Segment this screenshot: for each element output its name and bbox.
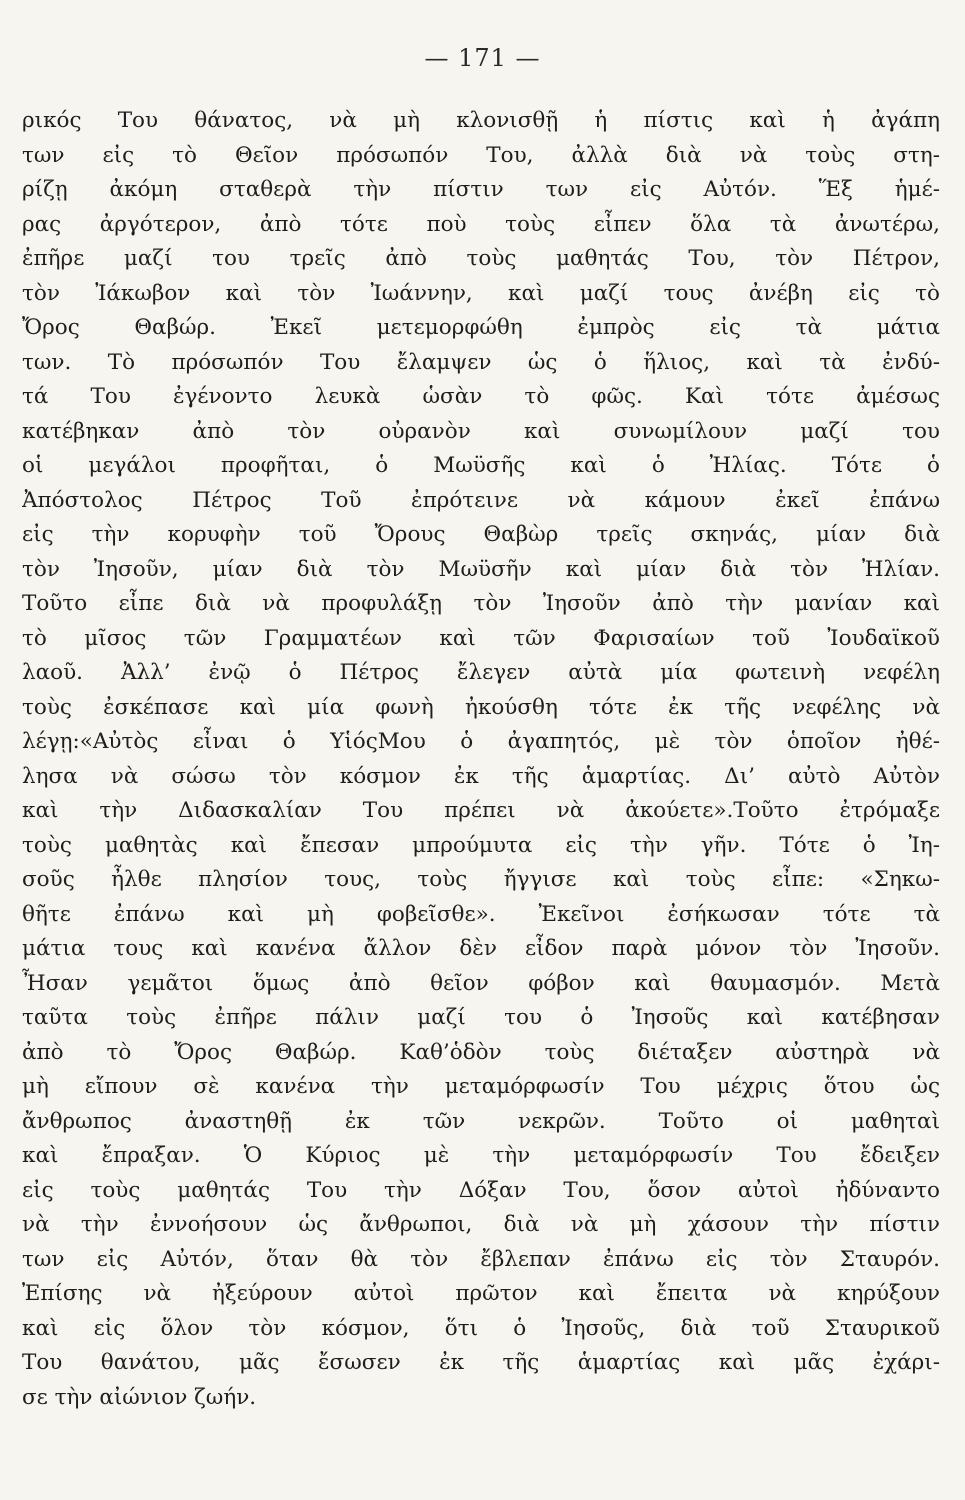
text-line: ρίζῃ ἀκόμη σταθερὰ τὴν πίστιν των εἰς Αὐτόν. Ἕξ ἡμέ- [22, 177, 940, 202]
text-line: Τοῦτο εἶπε διὰ νὰ προφυλάξῃ τὸν Ἰησοῦν ἀπὸ τὴν μανίαν καὶ [22, 591, 940, 616]
text-line: κατέβηκαν ἀπὸ τὸν οὐρανὸν καὶ συνωμίλουν μαζί του [22, 418, 940, 444]
text-line: ἄνθρωπος ἀναστηθῇ ἐκ τῶν νεκρῶν. Τοῦτο οἱ μαθηταὶ [22, 1108, 940, 1134]
text-line: τοὺς ἐσκέπασε καὶ μία φωνὴ ἠκούσθη τότε ἐκ τῆς νεφέλης νὰ [22, 694, 940, 720]
text-line: Ἦσαν γεμᾶτοι ὅμως ἀπὸ θεῖον φόβον καὶ θαυμασμόν. Μετὰ [22, 970, 940, 996]
text-line: εἰς τὴν κορυφὴν τοῦ Ὄρους Θαβὼρ τρεῖς σκηνάς, μίαν διὰ [22, 522, 940, 547]
text-line: ἀπὸ τὸ Ὄρος Θαβώρ. Καθ’ὁδὸν τοὺς διέταξεν αὐστηρὰ νὰ [22, 1039, 940, 1065]
text-line: των εἰς Αὐτόν, ὅταν θὰ τὸν ἔβλεπαν ἐπάνω εἰς τὸν Σταυρόν. [22, 1246, 940, 1272]
text-line: ἐπῆρε μαζί του τρεῖς ἀπὸ τοὺς μαθητάς Του, τὸν Πέτρον, [22, 246, 940, 271]
text-line: καὶ τὴν Διδασκαλίαν Του πρέπει νὰ ἀκούετε».Τοῦτο ἐτρόμαξε [22, 798, 940, 823]
text-line: τά Του ἐγένοντο λευκὰ ὡσὰν τὸ φῶς. Καὶ τότε ἀμέσως [22, 384, 940, 409]
text-line: τὸν Ἰησοῦν, μίαν διὰ τὸν Μωϋσῆν καὶ μίαν διὰ τὸν Ἠλίαν. [22, 556, 940, 582]
text-line: λησα νὰ σώσω τὸν κόσμον ἐκ τῆς ἁμαρτίας. Δι’ αὐτὸ Αὐτὸν [22, 763, 940, 789]
text-line: τὸ μῖσος τῶν Γραμματέων καὶ τῶν Φαρισαίων τοῦ Ἰουδαϊκοῦ [22, 625, 940, 651]
text-line: των. Τὸ πρόσωπόν Του ἔλαμψεν ὡς ὁ ἥλιος, καὶ τὰ ἐνδύ- [22, 349, 940, 375]
text-line: Του θανάτου, μᾶς ἔσωσεν ἐκ τῆς ἁμαρτίας καὶ μᾶς ἐχάρι- [22, 1350, 940, 1375]
text-line: λαοῦ. Ἀλλ’ ἐνῷ ὁ Πέτρος ἔλεγεν αὐτὰ μία φωτεινὴ νεφέλη [22, 660, 940, 685]
text-line: οἱ μεγάλοι προφῆται, ὁ Μωϋσῆς καὶ ὁ Ἠλίας. Τότε ὁ [22, 453, 940, 478]
text-line: νὰ τὴν ἐννοήσουν ὡς ἄνθρωποι, διὰ νὰ μὴ χάσουν τὴν πίστιν [22, 1212, 940, 1237]
text-line: λέγῃ:«Αὐτὸς εἶναι ὁ ΥἱόςΜου ὁ ἀγαπητός, μὲ τὸν ὁποῖον ἠθέ- [22, 729, 940, 754]
text-line: ρικός Του θάνατος, νὰ μὴ κλονισθῇ ἡ πίστις καὶ ἡ ἀγάπη [22, 108, 940, 133]
page-number: — 171 — [424, 44, 541, 72]
text-line: μὴ εἴπουν σὲ κανένα τὴν μεταμόρφωσίν Του μέχρις ὅτου ὡς [22, 1074, 940, 1099]
text-line: τοὺς μαθητὰς καὶ ἔπεσαν μπρούμυτα εἰς τὴν γῆν. Τότε ὁ Ἰη- [22, 832, 940, 858]
text-line: τὸν Ἰάκωβον καὶ τὸν Ἰωάννην, καὶ μαζί τους ἀνέβη εἰς τὸ [22, 280, 940, 306]
text-line: εἰς τοὺς μαθητάς Του τὴν Δόξαν Του, ὅσον αὐτοὶ ἠδύναντο [22, 1177, 940, 1203]
body-text [22, 104, 940, 1415]
text-line: θῆτε ἐπάνω καὶ μὴ φοβεῖσθε». Ἐκεῖνοι ἐσήκωσαν τότε τὰ [22, 901, 940, 927]
text-line: ταῦτα τοὺς ἐπῆρε πάλιν μαζί του ὁ Ἰησοῦς καὶ κατέβησαν [22, 1005, 940, 1030]
text-line: Ἀπόστολος Πέτρος Τοῦ ἐπρότεινε νὰ κάμουν ἐκεῖ ἐπάνω [22, 487, 940, 513]
text-line: καὶ εἰς ὅλον τὸν κόσμον, ὅτι ὁ Ἰησοῦς, διὰ τοῦ Σταυρικοῦ [22, 1315, 940, 1341]
text-line: Ἐπίσης νὰ ἠξεύρουν αὐτοὶ πρῶτον καὶ ἔπειτα νὰ κηρύξουν [22, 1281, 940, 1306]
text-line: Ὄρος Θαβώρ. Ἐκεῖ μετεμορφώθη ἐμπρὸς εἰς τὰ μάτια [22, 315, 940, 340]
text-line-last: σε τὴν αἰώνιον ζωήν. [22, 1384, 257, 1410]
text-line: μάτια τους καὶ κανένα ἄλλον δὲν εἶδον παρὰ μόνον τὸν Ἰησοῦν. [22, 936, 940, 961]
text-line: καὶ ἔπραξαν. Ὁ Κύριος μὲ τὴν μεταμόρφωσίν Του ἔδειξεν [22, 1143, 940, 1168]
text-line: σοῦς ἦλθε πλησίον τους, τοὺς ἤγγισε καὶ τοὺς εἶπε: «Σηκω- [22, 867, 940, 892]
text-line: των εἰς τὸ Θεῖον πρόσωπόν Του, ἀλλὰ διὰ νὰ τοὺς στη- [22, 142, 940, 168]
text-line: ρας ἀργότερον, ἀπὸ τότε ποὺ τοὺς εἶπεν ὅλα τὰ ἀνωτέρω, [22, 211, 940, 237]
